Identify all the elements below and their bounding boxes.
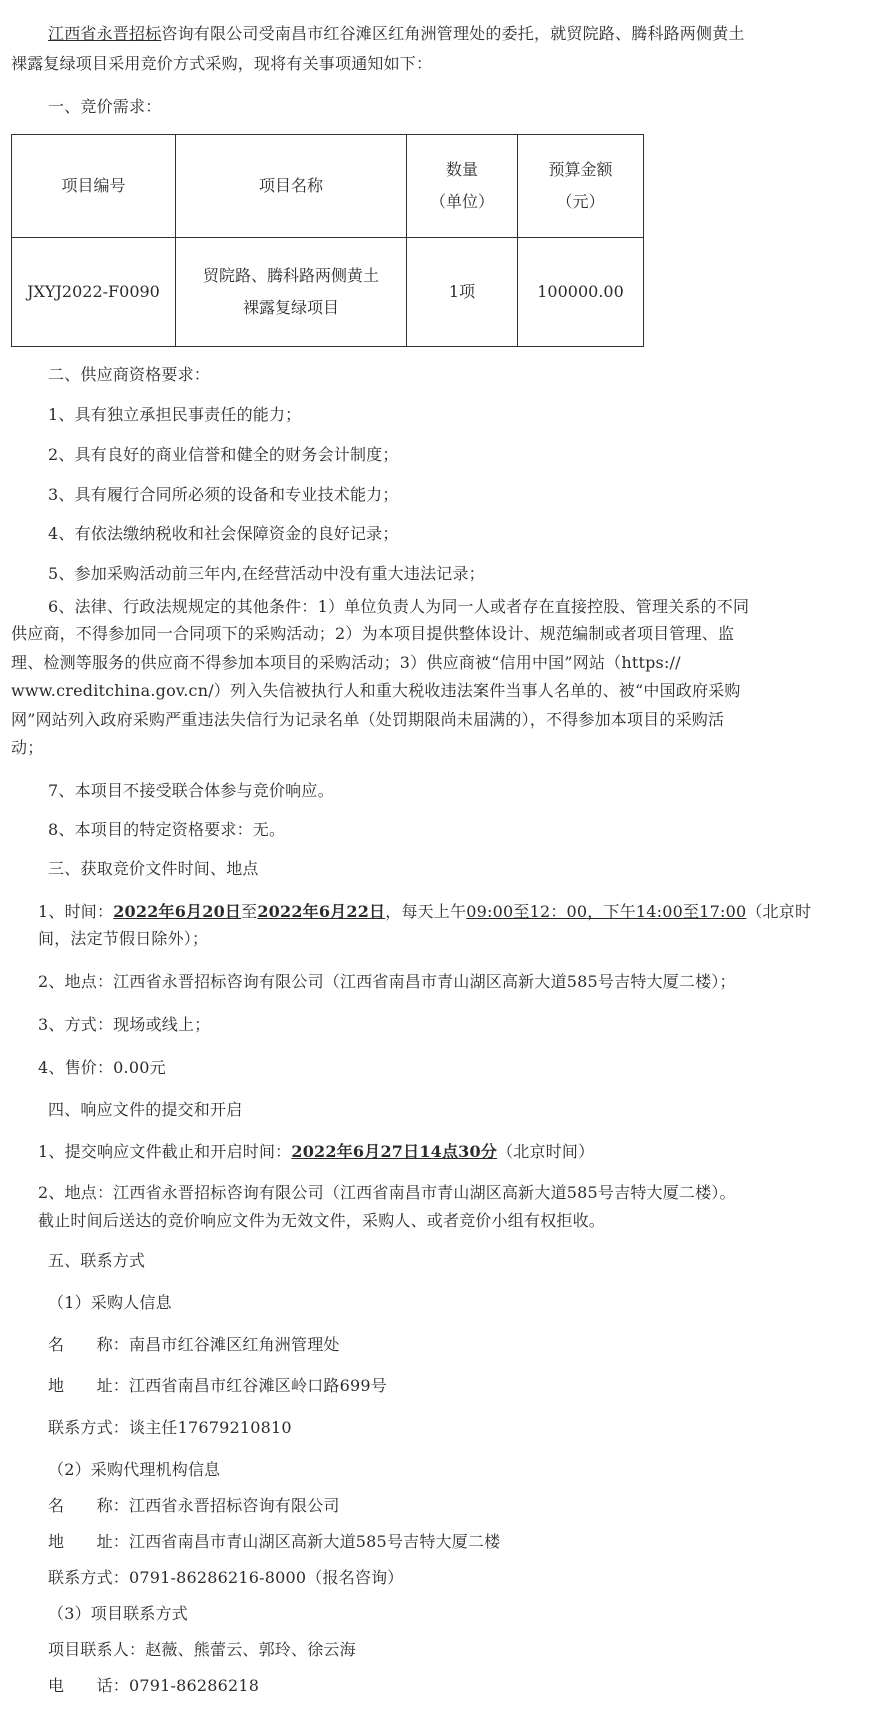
qualification-item-3: 3、具有履行合同所必须的设备和专业技术能力； — [48, 485, 399, 504]
qualification-item-6-line-2: 供应商，不得参加同一合同项下的采购活动；2）为本项目提供整体设计、规范编制或者项目管理、监 — [11, 624, 735, 643]
header-quantity — [407, 135, 518, 238]
obtain-time-line-2: 间，法定节假日除外）； — [38, 929, 209, 948]
intro-line-1-rest: 咨询有限公司受南昌市红谷滩区红角洲管理处的委托，就贸院路、腾科路两侧黄土 — [161, 24, 745, 43]
section3-heading: 三、获取竞价文件时间、地点 — [48, 859, 259, 878]
qualification-item-6-line-3: 理、检测等服务的供应商不得参加本项目的采购活动；3）供应商被“信用中国”网站（https:// — [11, 653, 681, 672]
buyer-contact: 联系方式：谈主任17679210810 — [48, 1418, 292, 1437]
header-budget-line2: （元） — [556, 192, 605, 211]
qualification-item-2: 2、具有良好的商业信誉和健全的财务会计制度； — [48, 445, 399, 464]
header-quantity-line2: （单位） — [429, 192, 494, 211]
obtain-place: 2、地点：江西省永晋招标咨询有限公司（江西省南昌市青山湖区高新大道585号吉特大厦二楼）； — [38, 972, 736, 991]
header-quantity-line1: 数量 — [445, 160, 478, 179]
qualification-item-8: 8、本项目的特定资格要求：无。 — [48, 820, 286, 839]
agent-address: 地 址：江西省南昌市青山湖区高新大道585号吉特大厦二楼 — [48, 1532, 501, 1551]
qualification-item-6-line-5: 网”网站列入政府采购严重违法失信行为记录名单（处罚期限尚未届满的），不得参加本项目的采购活 — [11, 710, 725, 729]
header-budget — [518, 135, 644, 238]
buyer-address: 地 址：江西省南昌市红谷滩区岭口路699号 — [48, 1376, 387, 1395]
project-contact-title: （3）项目联系方式 — [48, 1604, 188, 1623]
agent-info-title: （2）采购代理机构信息 — [48, 1460, 221, 1479]
obtain-time-label: 1、时间： — [38, 902, 114, 921]
requirement-table — [11, 134, 644, 347]
submission-place-line-1: 2、地点：江西省永晋招标咨询有限公司（江西省南昌市青山湖区高新大道585号吉特大厦二楼）。 — [38, 1183, 736, 1202]
obtain-price: 4、售价：0.00元 — [38, 1058, 166, 1077]
qualification-item-6-line-1: 6、法律、行政法规规定的其他条件：1）单位负责人为同一人或者存在直接控股、管理关系的不同 — [48, 597, 750, 616]
obtain-daily: ，每天上午 — [385, 902, 467, 921]
cell-project-code: JXYJ2022-F0090 — [12, 238, 176, 347]
cell-project-name-line1: 贸院路、腾科路两侧黄土 — [202, 266, 379, 285]
obtain-to: 至 — [241, 902, 258, 921]
qualification-item-4: 4、有依法缴纳税收和社会保障资金的良好记录； — [48, 524, 399, 543]
intro-line-1 — [48, 22, 888, 46]
header-project-name: 项目名称 — [176, 135, 407, 238]
submission-deadline-label: 1、提交响应文件截止和开启时间： — [38, 1142, 292, 1161]
obtain-note-1: （北京时 — [746, 902, 812, 921]
qualification-item-6-line-4: www.creditchina.gov.cn/）列入失信被执行人和重大税收违法案件当事人名单的、被“中国政府采购 — [11, 681, 741, 700]
project-contact-people: 项目联系人：赵薇、熊蕾云、郭玲、徐云海 — [48, 1640, 356, 1659]
qualification-item-1: 1、具有独立承担民事责任的能力； — [48, 405, 302, 424]
section4-heading: 四、响应文件的提交和开启 — [48, 1100, 243, 1119]
cell-budget: 100000.00 — [518, 238, 644, 347]
table-row — [12, 238, 644, 347]
obtain-time-line-1 — [38, 900, 888, 924]
cell-project-name-line2: 裸露复绿项目 — [242, 298, 339, 317]
project-contact-phone: 电 话：0791-86286218 — [48, 1676, 260, 1695]
section5-heading: 五、联系方式 — [48, 1251, 146, 1270]
qualification-item-7: 7、本项目不接受联合体参与竞价响应。 — [48, 781, 334, 800]
submission-deadline-note: （北京时间） — [497, 1142, 595, 1161]
table-header-row — [12, 135, 644, 238]
agent-name: 名 称：江西省永晋招标咨询有限公司 — [48, 1496, 340, 1515]
buyer-info-title: （1）采购人信息 — [48, 1293, 172, 1312]
header-budget-line1: 预算金额 — [548, 160, 613, 179]
agent-contact: 联系方式：0791-86286216-8000（报名咨询） — [48, 1568, 404, 1587]
qualification-item-6-line-6: 动； — [11, 738, 44, 757]
submission-deadline — [38, 1140, 888, 1164]
cell-project-name — [176, 238, 407, 347]
obtain-hours: 09:00至12：00，下午14:00至17:00 — [466, 902, 747, 921]
obtain-start-date: 2022年6月20日 — [113, 902, 242, 921]
obtain-end-date: 2022年6月22日 — [257, 902, 386, 921]
header-project-code: 项目编号 — [12, 135, 176, 238]
submission-deadline-date: 2022年6月27日14点30分 — [291, 1142, 498, 1161]
obtain-method: 3、方式：现场或线上； — [38, 1015, 211, 1034]
cell-quantity: 1项 — [407, 238, 518, 347]
section2-heading: 二、供应商资格要求： — [48, 365, 211, 384]
qualification-item-5: 5、参加采购活动前三年内,在经营活动中没有重大违法记录； — [48, 564, 485, 583]
section1-heading: 一、竞价需求： — [48, 97, 162, 116]
agency-name-underlined: 江西省永晋招标 — [48, 24, 162, 43]
submission-place-line-2: 截止时间后送达的竞价响应文件为无效文件，采购人、或者竞价小组有权拒收。 — [38, 1211, 606, 1230]
intro-line-2: 裸露复绿项目采用竞价方式采购，现将有关事项通知如下： — [11, 54, 433, 73]
buyer-name: 名 称：南昌市红谷滩区红角洲管理处 — [48, 1335, 340, 1354]
